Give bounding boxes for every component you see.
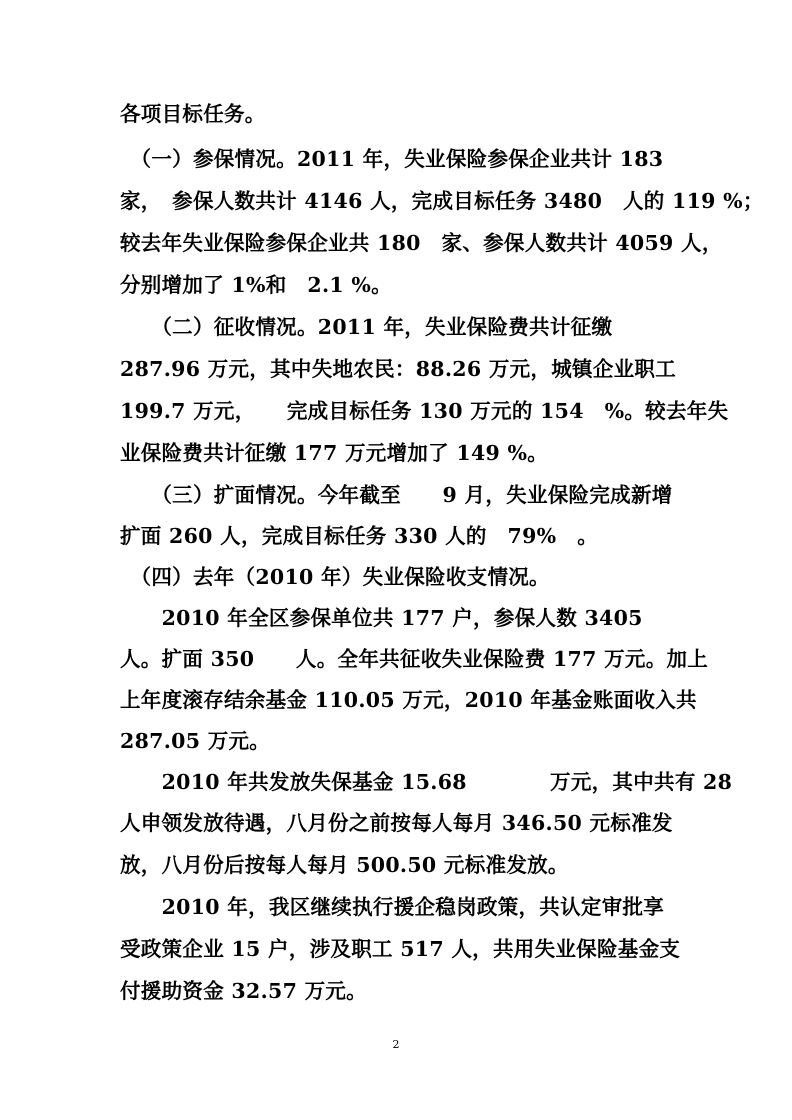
text-line: 2010 年，我区继续执行援企稳岗政策，共认定审批享 — [120, 895, 665, 919]
text-line: 287.05 万元。 — [120, 729, 271, 753]
text-line: （一）参保情况。2011 年，失业保险参保企业共计 183 — [120, 147, 664, 171]
text-line: （四）去年（2010 年）失业保险收支情况。 — [120, 565, 550, 589]
text-line: 受政策企业 15 户，涉及职工 517 人，共用失业保险基金支 — [120, 937, 681, 961]
text-line: 放，八月份后按每人每月 500.50 元标准发放。 — [120, 853, 569, 877]
text-line: 人申领发放待遇，八月份之前按每人每月 346.50 元标准发 — [120, 811, 673, 835]
text-line: （三）扩面情况。今年截至 9 月，失业保险完成新增 — [120, 483, 673, 507]
text-line: 2010 年共发放失保基金 15.68 万元，其中共有 28 — [120, 770, 733, 794]
page-number: 2 — [392, 1038, 400, 1051]
text-line: 扩面 260 人，完成目标任务 330 人的 79% 。 — [120, 524, 599, 548]
text-line: 分别增加了 1%和 2.1 %。 — [120, 273, 392, 297]
text-line: （二）征收情况。2011 年，失业保险费共计征缴 — [120, 315, 613, 339]
text-line: 较去年失业保险参保企业共 180 家、参保人数共计 4059 人， — [120, 231, 723, 255]
text-line: 付援助资金 32.57 万元。 — [120, 979, 367, 1003]
text-line: 287.96 万元，其中失地农民：88.26 万元，城镇企业职工 — [120, 357, 677, 381]
text-line: 人。扩面 350 人。全年共征收失业保险费 177 万元。加上 — [120, 647, 709, 671]
text-line: 上年度滚存结余基金 110.05 万元，2010 年基金账面收入共 — [120, 688, 697, 712]
text-line: 业保险费共计征缴 177 万元增加了 149 %。 — [120, 441, 549, 465]
text-line: 家， 参保人数共计 4146 人，完成目标任务 3480 人的 119 %； — [120, 189, 764, 213]
text-line: 2010 年全区参保单位共 177 户，参保人数 3405 — [120, 606, 643, 630]
text-line: 各项目标任务。 — [120, 102, 266, 126]
text-line: 199.7 万元， 完成目标任务 130 万元的 154 %。较去年失 — [120, 399, 729, 423]
